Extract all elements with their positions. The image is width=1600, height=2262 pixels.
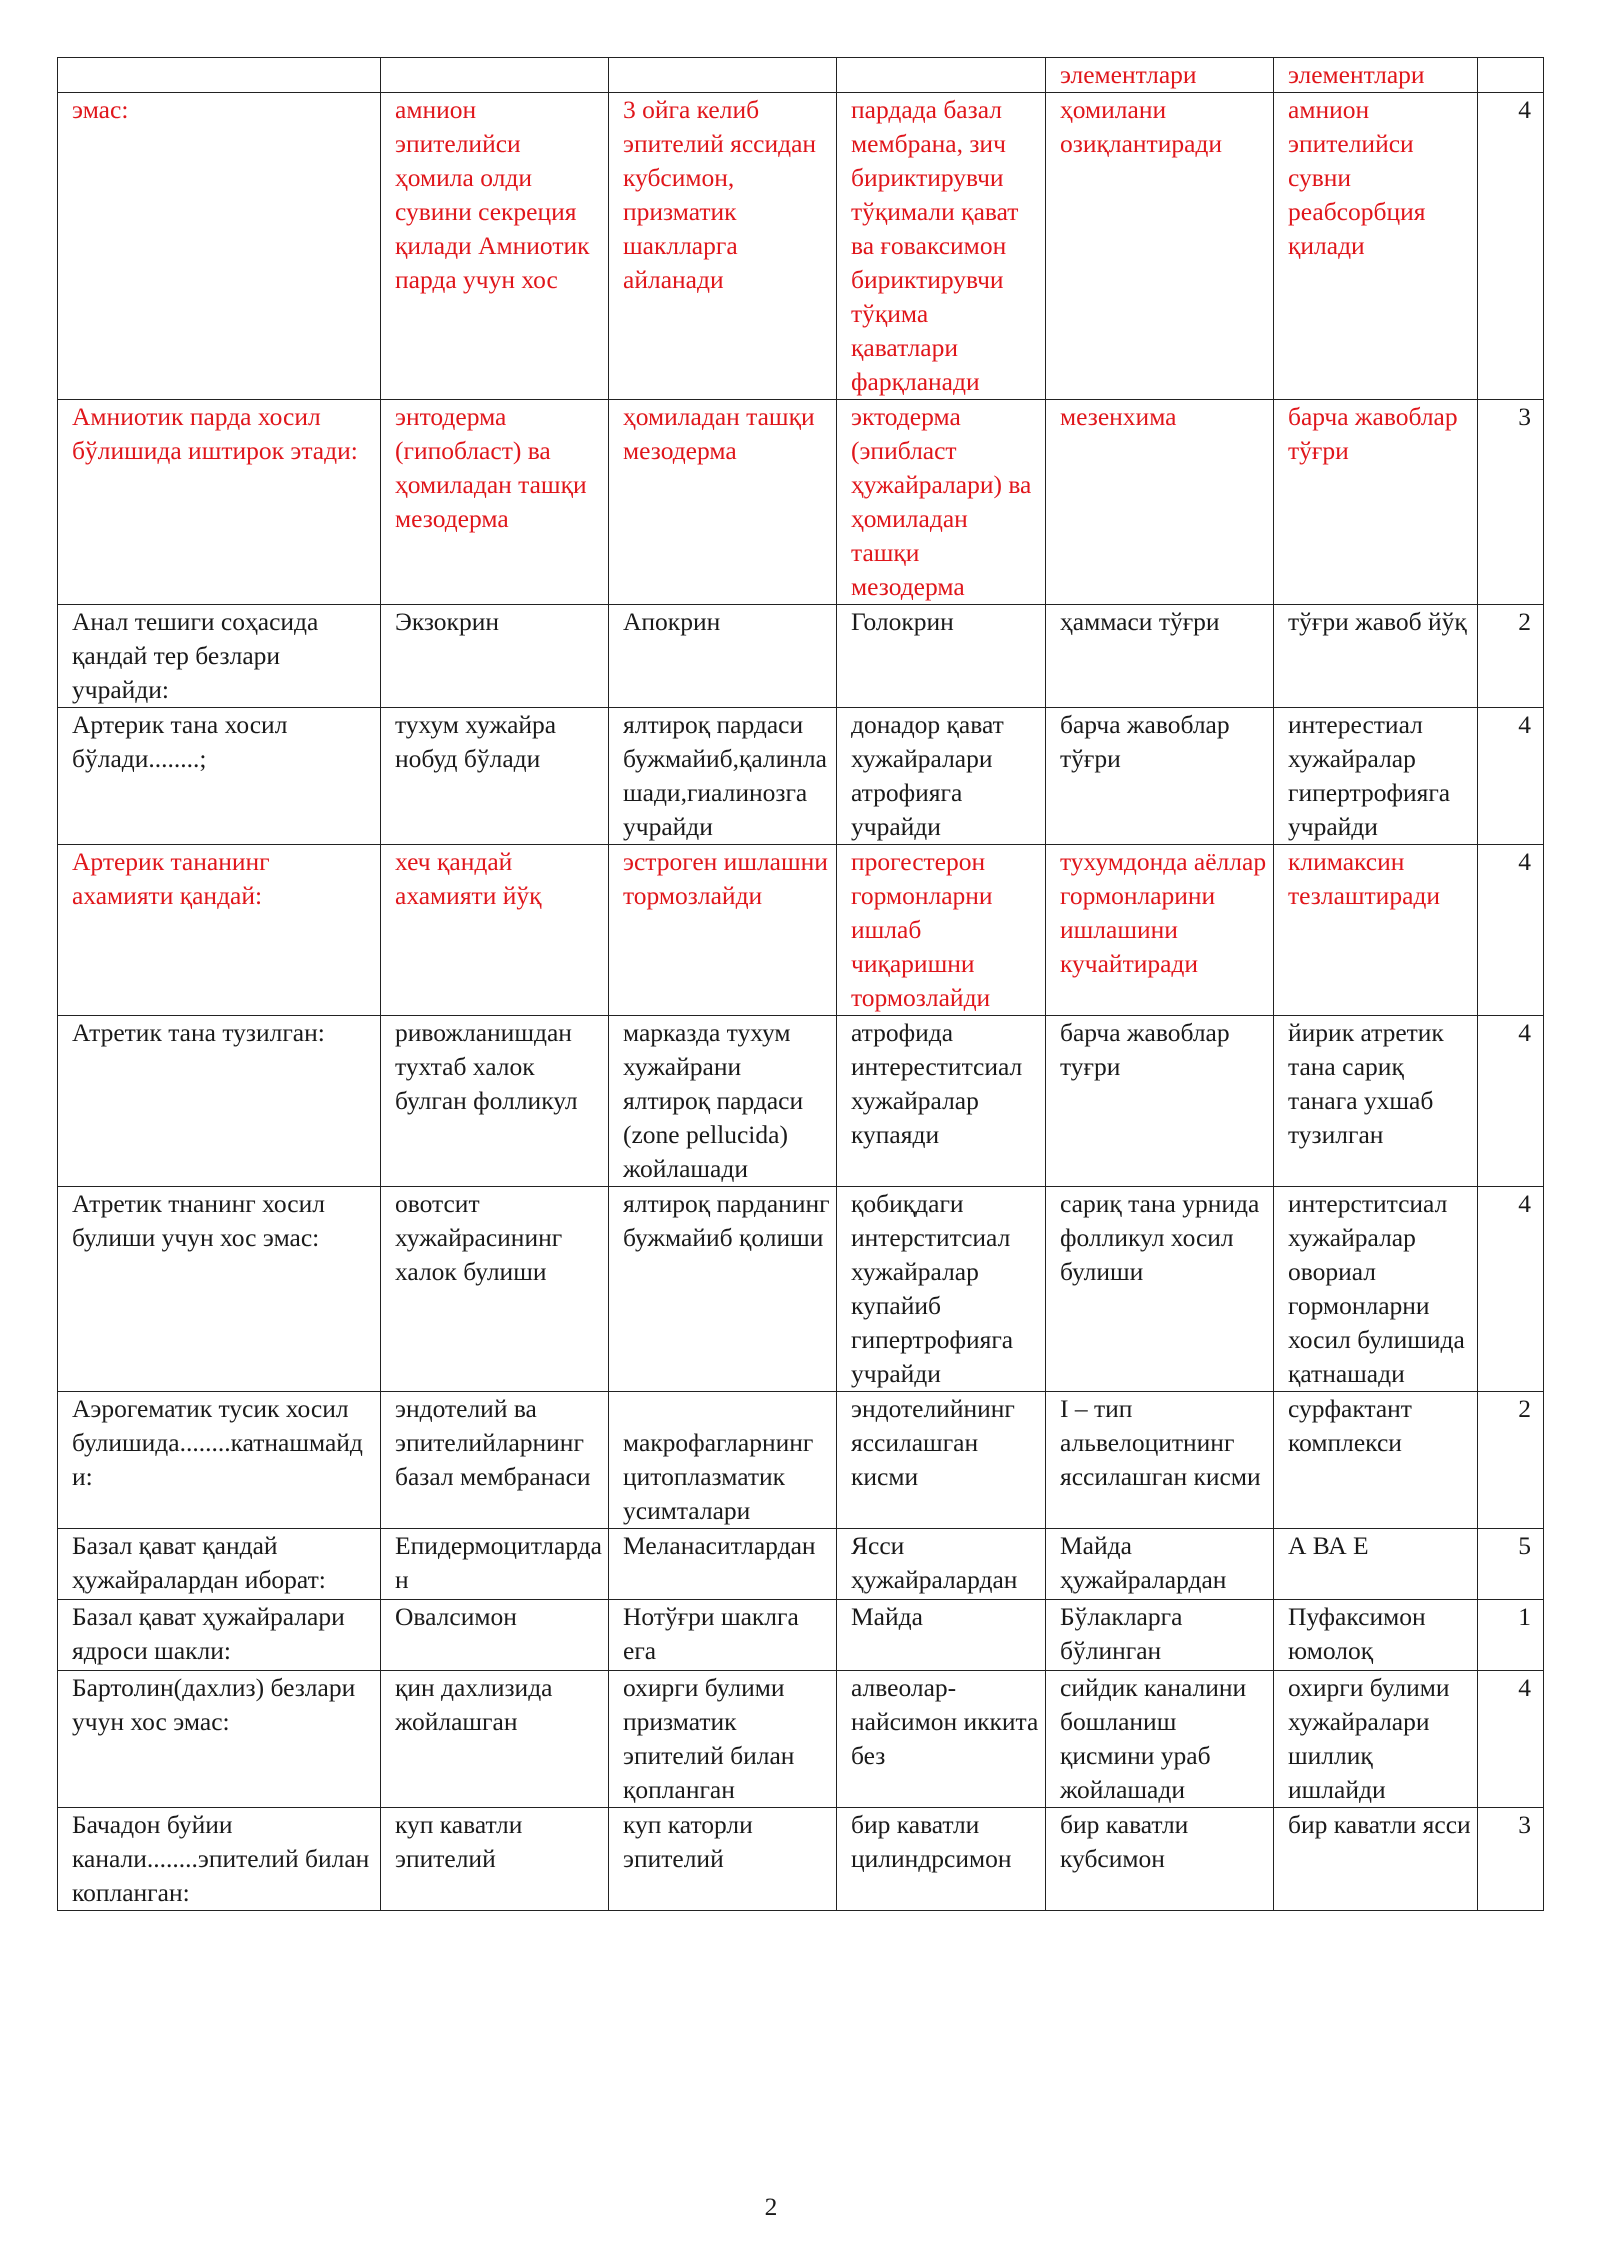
option-e-cell: Пуфаксимон юмолоқ xyxy=(1274,1600,1478,1671)
table-row xyxy=(58,1529,1544,1600)
option-c-cell: атрофида интереститсиал хужайралар купаяди xyxy=(837,1016,1046,1187)
option-c-cell: алвеолар-найсимон иккита без xyxy=(837,1671,1046,1808)
table-row xyxy=(58,400,1544,605)
table-row xyxy=(58,1187,1544,1392)
option-a-cell: Епидермоцитлардан xyxy=(381,1529,609,1600)
option-d-cell: барча жавоблар туғри xyxy=(1046,1016,1274,1187)
question-cell: Артерик тананинг ахамияти қандай: xyxy=(58,845,381,1016)
question-table xyxy=(57,57,1544,1911)
option-a-cell: хеч қандай ахамияти йўқ xyxy=(381,845,609,1016)
option-e-cell: бир каватли ясси xyxy=(1274,1808,1478,1911)
option-e-cell: элементлари xyxy=(1274,58,1478,93)
option-e-cell: барча жавоблар тўғри xyxy=(1274,400,1478,605)
option-d-cell: Майда ҳужайралардан xyxy=(1046,1529,1274,1600)
question-cell: Базал қават ҳужайралари ядроси шакли: xyxy=(58,1600,381,1671)
option-c-cell: қобиқдаги интерститсиал хужайралар купайиб гипертрофияга учрайди xyxy=(837,1187,1046,1392)
question-cell: Бачадон буйии канали........эпителий билан копланган: xyxy=(58,1808,381,1911)
table-row xyxy=(58,1671,1544,1808)
question-cell: Артерик тана хосил бўлади........; xyxy=(58,708,381,845)
option-d-cell: сийдик каналини бошланиш қисмини ураб жойлашади xyxy=(1046,1671,1274,1808)
option-d-cell: I – тип альвелоцитнинг яссилашган кисми xyxy=(1046,1392,1274,1529)
option-b-cell xyxy=(609,58,837,93)
option-a-cell: амнион эпителийси ҳомила олди сувини секреция қилади Амниотик парда учун хос xyxy=(381,93,609,400)
option-e-cell: сурфактант комплекси xyxy=(1274,1392,1478,1529)
answer-number-cell: 4 xyxy=(1478,708,1544,845)
question-cell: Амниотик парда хосил бўлишида иштирок этади: xyxy=(58,400,381,605)
question-cell: Аэрогематик тусик хосил булишида........катнашмайди: xyxy=(58,1392,381,1529)
option-b-cell: ҳомиладан ташқи мезодерма xyxy=(609,400,837,605)
answer-number-cell xyxy=(1478,58,1544,93)
table-row xyxy=(58,1600,1544,1671)
answer-number-cell: 5 xyxy=(1478,1529,1544,1600)
option-a-cell: ривожланишдан тухтаб халок булган фолликул xyxy=(381,1016,609,1187)
option-c-cell: эндотелийнинг яссилашган кисми xyxy=(837,1392,1046,1529)
question-cell: эмас: xyxy=(58,93,381,400)
option-a-cell: овотсит хужайрасининг халок булиши xyxy=(381,1187,609,1392)
answer-number-cell: 2 xyxy=(1478,1392,1544,1529)
option-d-cell: элементлари xyxy=(1046,58,1274,93)
option-c-cell: эктодерма (эпибласт ҳужайралари) ва ҳомиладан ташқи мезодерма xyxy=(837,400,1046,605)
option-c-cell: пардада базал мембрана, зич бириктирувчи тўқимали қават ва ғовaксимон бириктирувчи тўқима қаватлари фарқланади xyxy=(837,93,1046,400)
option-a-cell xyxy=(381,58,609,93)
option-c-cell: Майда xyxy=(837,1600,1046,1671)
option-b-cell: Меланаситлардан xyxy=(609,1529,837,1600)
option-d-cell: барча жавоблар тўғри xyxy=(1046,708,1274,845)
option-c-cell: Ясси ҳужайралардан xyxy=(837,1529,1046,1600)
table-row xyxy=(58,1808,1544,1911)
question-cell: Анал тешиги соҳасида қандай тер безлари учрайди: xyxy=(58,605,381,708)
option-d-cell: тухумдонда аёллар гормонларини ишлашини кучайтиради xyxy=(1046,845,1274,1016)
table-row xyxy=(58,708,1544,845)
option-c-cell: бир каватли цилиндрсимон xyxy=(837,1808,1046,1911)
option-d-cell: ҳаммаси тўғри xyxy=(1046,605,1274,708)
option-b-cell: куп каторли эпителий xyxy=(609,1808,837,1911)
option-b-cell: 3 ойга келиб эпителий яссидан кубсимон, призматик шаклларга айланади xyxy=(609,93,837,400)
option-a-cell: энтодерма (гипобласт) ва ҳомиладан ташқи мезодерма xyxy=(381,400,609,605)
option-a-cell: куп каватли эпителий xyxy=(381,1808,609,1911)
option-d-cell: бир каватли кубсимон xyxy=(1046,1808,1274,1911)
option-c-cell xyxy=(837,58,1046,93)
option-b-cell: ялтироқ пардаси бужмайиб,қалинлашади,гиалинозга учрайди xyxy=(609,708,837,845)
table-row xyxy=(58,1392,1544,1529)
option-d-cell: Бўлакларга бўлинган xyxy=(1046,1600,1274,1671)
table-row xyxy=(58,1016,1544,1187)
page-number: 2 xyxy=(764,2192,778,2221)
option-b-cell: Апокрин xyxy=(609,605,837,708)
answer-number-cell: 4 xyxy=(1478,1016,1544,1187)
answer-number-cell: 3 xyxy=(1478,1808,1544,1911)
answer-number-cell: 4 xyxy=(1478,845,1544,1016)
option-b-cell: ялтироқ парданинг бужмайиб қолиши xyxy=(609,1187,837,1392)
answer-number-cell: 1 xyxy=(1478,1600,1544,1671)
option-d-cell: ҳомилани озиқлантиради xyxy=(1046,93,1274,400)
option-a-cell: тухум хужайра нобуд бўлади xyxy=(381,708,609,845)
table-row xyxy=(58,93,1544,400)
option-a-cell: эндотелий ва эпителийларнинг базал мембранаси xyxy=(381,1392,609,1529)
table-row xyxy=(58,605,1544,708)
option-d-cell: мезенхима xyxy=(1046,400,1274,605)
answer-number-cell: 4 xyxy=(1478,1671,1544,1808)
answer-number-cell: 2 xyxy=(1478,605,1544,708)
question-cell: Атретик тана тузилган: xyxy=(58,1016,381,1187)
option-e-cell: амнион эпителийси сувни реабсорбция қилади xyxy=(1274,93,1478,400)
option-a-cell: Овалсимон xyxy=(381,1600,609,1671)
option-e-cell: тўғри жавоб йўқ xyxy=(1274,605,1478,708)
option-b-cell: макрофагларнинг цитоплазматик усимталари xyxy=(609,1392,837,1529)
option-e-cell: интерестиал хужайралар гипертрофияга учрайди xyxy=(1274,708,1478,845)
question-cell: Бартолин(дахлиз) безлари учун хос эмас: xyxy=(58,1671,381,1808)
option-e-cell: йирик атретик тана сариқ танага ухшаб тузилган xyxy=(1274,1016,1478,1187)
option-b-cell: Нотўғри шаклга ега xyxy=(609,1600,837,1671)
option-e-cell: охирги булими хужайралари шиллиқ ишлайди xyxy=(1274,1671,1478,1808)
option-a-cell: қин дахлизида жойлашган xyxy=(381,1671,609,1808)
question-cell: Атретик тнанинг хосил булиши учун хос эмас: xyxy=(58,1187,381,1392)
question-cell: Базал қават қандай ҳужайралардан иборат: xyxy=(58,1529,381,1600)
option-c-cell: донадор қават хужайралари атрофияга учрайди xyxy=(837,708,1046,845)
option-e-cell: А ВА Е xyxy=(1274,1529,1478,1600)
table-row xyxy=(58,58,1544,93)
option-c-cell: Голокрин xyxy=(837,605,1046,708)
answer-number-cell: 4 xyxy=(1478,93,1544,400)
question-cell xyxy=(58,58,381,93)
option-b-cell: охирги булими призматик эпителий билан қопланган xyxy=(609,1671,837,1808)
option-c-cell: прогестерон гормонларни ишлаб чиқаришни тормозлайди xyxy=(837,845,1046,1016)
answer-number-cell: 3 xyxy=(1478,400,1544,605)
option-e-cell: климаксин тезлаштиради xyxy=(1274,845,1478,1016)
option-d-cell: сариқ тана урнида фолликул хосил булиши xyxy=(1046,1187,1274,1392)
option-b-cell: марказда тухум хужайрани ялтироқ пардаси (zone pellucida) жойлашади xyxy=(609,1016,837,1187)
answer-number-cell: 4 xyxy=(1478,1187,1544,1392)
option-b-cell: эстроген ишлашни тормозлайди xyxy=(609,845,837,1016)
option-a-cell: Экзокрин xyxy=(381,605,609,708)
table-row xyxy=(58,845,1544,1016)
option-e-cell: интерститсиал хужайралар овориал гормонларни хосил булишида қатнашади xyxy=(1274,1187,1478,1392)
